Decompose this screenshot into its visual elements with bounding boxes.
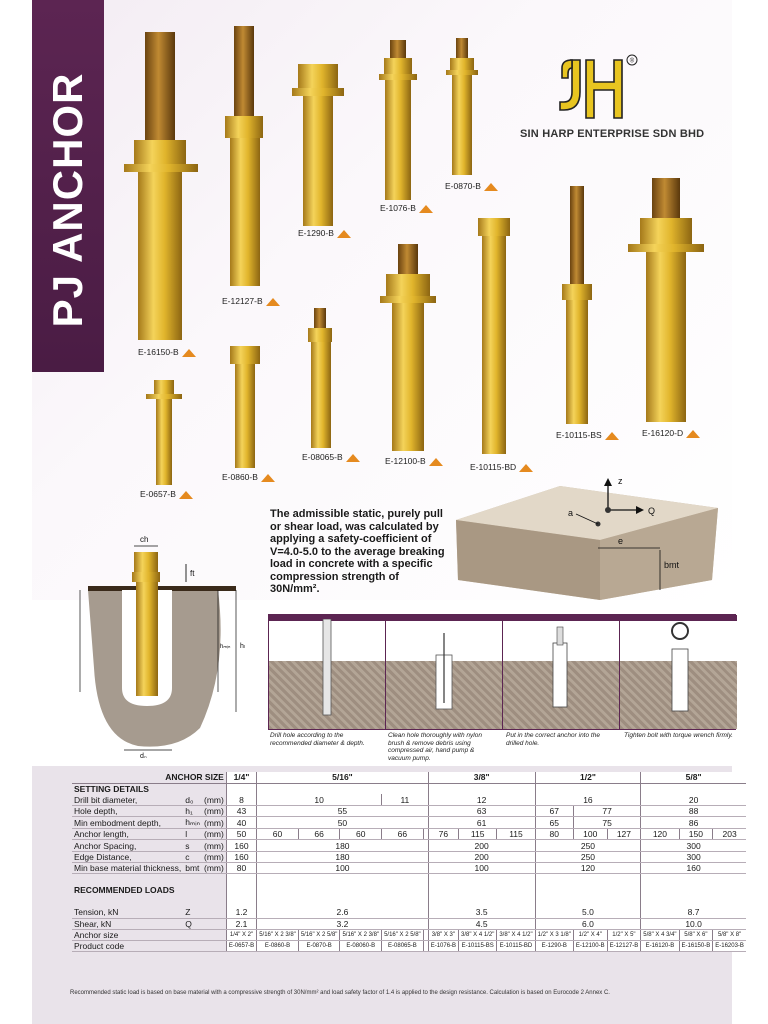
product-label — [556, 430, 619, 440]
blank-cell — [226, 874, 256, 885]
table-cell: 250 — [535, 840, 641, 851]
blank-cell — [257, 885, 429, 896]
product-code: E-16150-B — [138, 347, 179, 357]
table-cell: 1.2 — [226, 907, 256, 918]
triangle-icon — [179, 491, 193, 499]
step-caption: Put in the correct anchor into the drilled hole. — [506, 732, 600, 747]
product-code: E-10115-BD — [470, 462, 517, 472]
table-cell: 160 — [226, 851, 256, 862]
table-cell: 16 — [535, 794, 641, 805]
table-row — [72, 829, 746, 840]
product-label — [302, 452, 360, 462]
hmin-label: hₘᵢₙ — [220, 644, 231, 650]
table-cell: 20 — [641, 794, 746, 805]
table-cell: 8 — [226, 794, 256, 805]
ch-label: ch — [140, 535, 149, 544]
row-label: Hole depth, — [72, 806, 183, 817]
product-code: E-12100-B — [385, 456, 426, 466]
table-cell: 3/8" X 4 1/2" — [459, 929, 497, 940]
row-label: Product code — [72, 941, 226, 952]
product-code: E-0657-B — [140, 489, 176, 499]
product-label — [298, 228, 351, 238]
table-row — [72, 851, 746, 862]
table-cell: 66 — [382, 829, 424, 840]
step-caption: Clean hole thoroughly with nylon brush & remove debris using compressed air, hand pump & vacuum pump. — [388, 732, 482, 762]
table-cell: 10.0 — [641, 918, 746, 929]
table-cell: E-10115-BS — [459, 941, 497, 952]
row-label: Anchor size — [72, 929, 226, 940]
table-cell: 4.5 — [428, 918, 535, 929]
e-label: e — [618, 536, 624, 546]
anchor-e-10115-bs — [562, 186, 592, 424]
bmt-label: bmt — [664, 560, 680, 570]
table-row — [72, 941, 746, 952]
table-cell: 40 — [226, 817, 256, 829]
product-label — [380, 203, 433, 213]
do-label: d₀ — [140, 753, 147, 758]
triangle-icon — [182, 349, 196, 357]
triangle-icon — [337, 230, 351, 238]
anchor-e-0870-b — [446, 38, 478, 175]
table-cell: 180 — [257, 840, 429, 851]
blank-cell — [257, 896, 429, 907]
table-row — [72, 918, 746, 929]
table-cell: 80 — [535, 829, 573, 840]
anchor-e-12127-b — [225, 26, 263, 286]
table-cell: 120 — [641, 829, 679, 840]
triangle-icon — [605, 432, 619, 440]
row-unit: (mm) — [202, 862, 226, 873]
row-unit: (mm) — [202, 851, 226, 862]
cross-section-diagram — [68, 528, 258, 758]
table-row — [72, 907, 746, 918]
step-bar — [503, 615, 619, 621]
table-cell: 100 — [257, 862, 429, 873]
hl-label: hₗ — [240, 643, 246, 650]
table-cell: 1/4" X 2" — [226, 929, 256, 940]
anchor-e-10115-bd — [478, 218, 510, 454]
blank-cell — [535, 896, 641, 907]
row-symbol: d₀ — [183, 794, 202, 805]
anchor-e-12100-b — [380, 244, 436, 451]
table-spacer-row — [72, 874, 746, 885]
concrete-block-diagram — [450, 470, 725, 605]
size-header: 1/2" — [535, 772, 641, 783]
blank-cell — [641, 896, 746, 907]
table-cell: 76 — [428, 829, 458, 840]
table-cell: E-08060-B — [340, 941, 382, 952]
row-label: Shear, kN — [72, 918, 183, 929]
table-cell: E-12100-B — [573, 941, 607, 952]
row-label: Anchor Spacing, — [72, 840, 183, 851]
row-label: Tension, kN — [72, 907, 183, 918]
table-cell: 300 — [641, 851, 746, 862]
company-name: SIN HARP ENTERPRISE SDN BHD — [520, 128, 705, 140]
installation-steps — [268, 614, 736, 730]
table-cell: E-1290-B — [535, 941, 573, 952]
triangle-icon — [261, 474, 275, 482]
table-cell: 12 — [428, 794, 535, 805]
anchor-e-0860-b — [230, 346, 260, 468]
torque-wrench-icon — [658, 619, 702, 715]
row-unit: (mm) — [202, 817, 226, 829]
table-cell: 5/8" X 8" — [713, 929, 746, 940]
sidebar-title-text: PJ ANCHOR — [44, 72, 91, 328]
table-cell: 250 — [535, 851, 641, 862]
product-code: E-10115-BS — [556, 430, 602, 440]
product-label — [138, 347, 196, 357]
product-code: E-08065-B — [302, 452, 343, 462]
blank-cell — [535, 783, 641, 794]
table-cell: 5/16" X 2 5/8" — [382, 929, 424, 940]
setting-details-label: SETTING DETAILS — [74, 784, 149, 795]
triangle-icon — [266, 298, 280, 306]
row-symbol: Q — [183, 918, 202, 929]
table-cell: 11 — [382, 794, 429, 805]
product-code: E-12127-B — [222, 296, 263, 306]
table-cell: 80 — [226, 862, 256, 873]
table-cell: 5/16" X 2 3/8" — [257, 929, 299, 940]
table-cell: E-16120-B — [641, 941, 679, 952]
table-cell: 3.2 — [257, 918, 429, 929]
footnote: Recommended static load is based on base material with a compressive strength of 30N/mm² and load safety factor of 1.4 is applied to the design resistance. Calculation is based on Eurocode 2 Annex C. — [70, 990, 610, 996]
blank-cell — [226, 885, 256, 896]
row-label: Min embodment depth, — [72, 817, 183, 829]
row-label: Drill bit diameter, — [72, 794, 183, 805]
table-cell: E-08065-B — [382, 941, 424, 952]
table-row — [72, 817, 746, 829]
table-cell: 200 — [428, 840, 535, 851]
table-row — [72, 806, 746, 817]
table-cell: 160 — [641, 862, 746, 873]
blank-cell — [226, 783, 256, 794]
row-symbol: c — [183, 851, 202, 862]
table-cell: 61 — [428, 817, 535, 829]
table-cell: 100 — [428, 862, 535, 873]
anchor-insert-icon — [549, 623, 573, 713]
step-caption: Drill hole according to the recommended diameter & depth. — [270, 732, 365, 747]
table-cell: E-16150-B — [679, 941, 713, 952]
blank-cell — [428, 874, 535, 885]
table-cell: 60 — [340, 829, 382, 840]
anchor-e-16150-b — [124, 32, 198, 340]
table-cell: 127 — [607, 829, 641, 840]
table-cell: 10 — [257, 794, 382, 805]
product-code: E-0860-B — [222, 472, 258, 482]
step-insert — [503, 615, 620, 729]
table-row — [72, 885, 746, 896]
table-cell: 1/2" X 3 1/8" — [535, 929, 573, 940]
recommended-loads-label: RECOMMENDED LOADS — [74, 885, 175, 896]
table-cell: E-10115-BD — [497, 941, 535, 952]
product-code: E-16120-D — [642, 428, 684, 438]
table-cell: 5.0 — [535, 907, 641, 918]
row-symbol: s — [183, 840, 202, 851]
specification-table — [72, 772, 746, 952]
ft-label: ft — [190, 569, 195, 578]
a-label: a — [568, 508, 574, 518]
table-header-row — [72, 772, 746, 783]
product-label — [445, 181, 498, 191]
table-cell: 203 — [713, 829, 746, 840]
table-cell: 8.7 — [641, 907, 746, 918]
table-cell: 5/8" X 4 3/4" — [641, 929, 679, 940]
product-label — [140, 489, 193, 499]
table-cell: E-12127-B — [607, 941, 641, 952]
table-row — [72, 840, 746, 851]
triangle-icon — [419, 205, 433, 213]
blank-cell — [641, 885, 746, 896]
table-cell: 86 — [641, 817, 746, 829]
product-code: E-0870-B — [445, 181, 481, 191]
row-label: Edge Distance, — [72, 851, 183, 862]
table-cell: 65 — [535, 817, 573, 829]
table-cell: 5/16" X 2 3/8" — [340, 929, 382, 940]
table-cell: 180 — [257, 851, 429, 862]
product-code: E-1076-B — [380, 203, 416, 213]
table-cell: 115 — [459, 829, 497, 840]
table-cell: 150 — [679, 829, 713, 840]
table-cell: 66 — [298, 829, 340, 840]
table-cell: 55 — [257, 806, 429, 817]
table-cell: 120 — [535, 862, 641, 873]
table-cell: 63 — [428, 806, 535, 817]
table-cell: 50 — [257, 817, 429, 829]
table-cell: 60 — [257, 829, 299, 840]
table-cell: E-1076-B — [428, 941, 458, 952]
step-clean — [386, 615, 503, 729]
blank-cell — [641, 783, 746, 794]
size-header: 1/4" — [226, 772, 256, 783]
anchor-e-0657-b — [146, 380, 182, 485]
table-cell: 200 — [428, 851, 535, 862]
row-symbol: hₘᵢₙ — [185, 817, 200, 828]
table-cell: 160 — [226, 840, 256, 851]
table-cell: 1/2" X 5" — [607, 929, 641, 940]
table-row — [72, 862, 746, 873]
blank-cell — [72, 874, 226, 885]
anchor-size-label: ANCHOR SIZE — [72, 772, 226, 783]
drill-bit-icon — [317, 619, 337, 719]
table-cell: 67 — [535, 806, 573, 817]
step-bar — [386, 615, 502, 621]
blank-cell — [428, 896, 535, 907]
blank-cell — [72, 896, 226, 907]
anchor-e-1290-b — [292, 64, 344, 226]
table-cell: 115 — [497, 829, 535, 840]
table-cell: 50 — [226, 829, 256, 840]
row-symbol: l — [183, 829, 202, 840]
table-spacer-row — [72, 896, 746, 907]
table-cell: E-0860-B — [257, 941, 299, 952]
table-cell: 75 — [573, 817, 640, 829]
blank-cell — [202, 907, 226, 918]
anchor-e-16120-d — [628, 178, 704, 422]
table-cell: E-16203-B — [713, 941, 746, 952]
product-label — [222, 296, 280, 306]
table-cell: E-0657-B — [226, 941, 256, 952]
triangle-icon — [429, 458, 443, 466]
blank-cell — [202, 918, 226, 929]
table-row — [72, 794, 746, 805]
triangle-icon — [346, 454, 360, 462]
blank-cell — [535, 874, 641, 885]
table-cell: 43 — [226, 806, 256, 817]
table-cell: 3.5 — [428, 907, 535, 918]
blank-cell — [226, 896, 256, 907]
step-drill — [269, 615, 386, 729]
row-label: Anchor length, — [72, 829, 183, 840]
row-unit: (mm) — [202, 840, 226, 851]
blank-cell — [535, 885, 641, 896]
product-label — [385, 456, 443, 466]
size-header: 5/16" — [257, 772, 429, 783]
z-label: z — [618, 476, 623, 486]
table-cell: 3/8" X 3" — [428, 929, 458, 940]
load-description: The admissible static, purely pull or shear load, was calculated by applying a safety-coefficient of V=4.0-5.0 to the average breaking load in concrete with a specific compression strength of 30N/mm². — [270, 508, 445, 595]
table-row — [72, 783, 746, 794]
table-cell: 5/16" X 2 5/8" — [298, 929, 340, 940]
registered-mark: ® — [629, 58, 635, 65]
row-symbol: bmt — [183, 862, 202, 873]
size-header: 5/8" — [641, 772, 746, 783]
table-cell: 300 — [641, 840, 746, 851]
table-cell: 3/8" X 4 1/2" — [497, 929, 535, 940]
table-row — [72, 929, 746, 940]
size-header: 3/8" — [428, 772, 535, 783]
table-cell: 100 — [573, 829, 607, 840]
triangle-icon — [686, 430, 700, 438]
row-symbol: h₁ — [183, 806, 202, 817]
row-unit: (mm) — [202, 806, 226, 817]
step-tighten — [620, 615, 737, 729]
specification-table-panel — [32, 766, 744, 1024]
step-caption: Tighten bolt with torque wrench firmly. — [624, 732, 733, 739]
table-cell: 77 — [573, 806, 640, 817]
table-cell: 2.1 — [226, 918, 256, 929]
table-cell: E-0870-B — [298, 941, 340, 952]
row-unit: (mm) — [202, 829, 226, 840]
triangle-icon — [484, 183, 498, 191]
row-unit: (mm) — [202, 794, 226, 805]
blank-cell — [257, 874, 429, 885]
blank-cell — [428, 885, 535, 896]
table-cell: 88 — [641, 806, 746, 817]
table-cell: 2.6 — [257, 907, 429, 918]
blank-cell — [257, 783, 429, 794]
product-code: E-1290-B — [298, 228, 334, 238]
product-label — [642, 428, 700, 438]
blank-cell — [428, 783, 535, 794]
blank-cell — [641, 874, 746, 885]
row-label: Min base material thickness, — [74, 862, 182, 873]
table-cell: 6.0 — [535, 918, 641, 929]
table-cell: 1/2" X 4" — [573, 929, 607, 940]
anchor-e-1076-b — [379, 40, 417, 200]
row-symbol: Z — [183, 907, 202, 918]
table-cell: 5/8" X 6" — [679, 929, 713, 940]
anchor-e-08065-b — [308, 308, 332, 448]
nylon-brush-icon — [430, 623, 470, 713]
q-label: Q — [648, 506, 656, 516]
product-label — [222, 472, 275, 482]
